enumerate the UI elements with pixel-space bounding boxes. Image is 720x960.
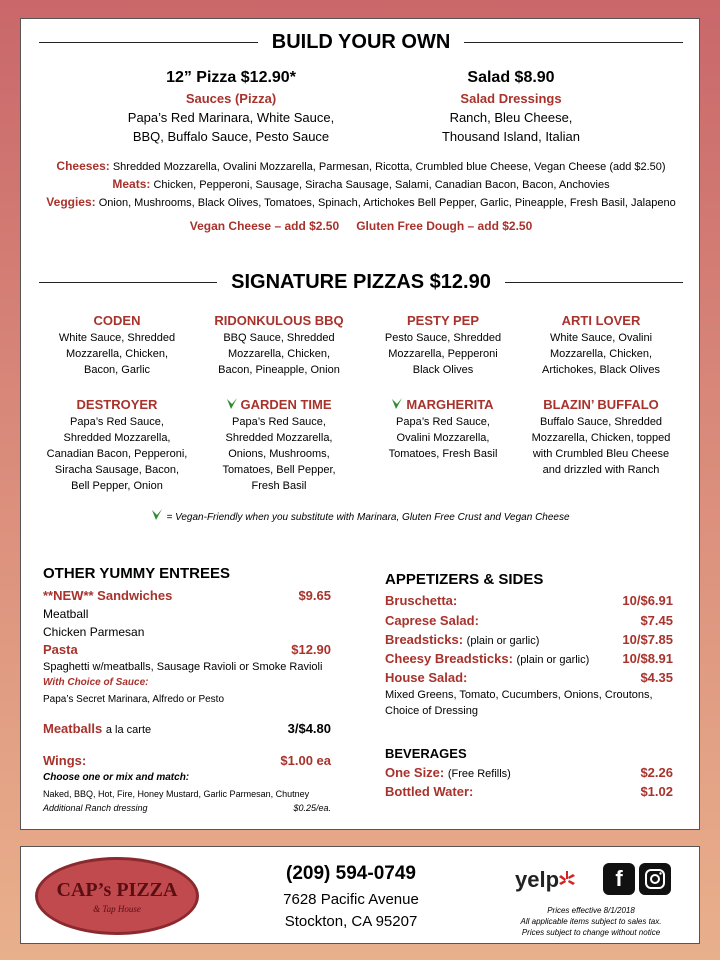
- salad-column: [381, 69, 641, 146]
- addons-line: [21, 219, 701, 233]
- pizza-description: Papa’s Red Sauce, Shredded Mozzarella, Canadian Bacon, Pepperoni, Siracha Sausage, Bacon, Bell Pepper, Onion: [46, 416, 188, 492]
- wings-row: [43, 753, 331, 768]
- sales-tax-note: All applicable items subject to sales tax.: [520, 917, 662, 926]
- wings-name: Wings:: [43, 753, 87, 768]
- meats-label: Meats:: [112, 177, 151, 191]
- veggies-label: Veggies:: [46, 195, 96, 209]
- appetizer-row: [385, 593, 673, 608]
- pasta-name: Pasta: [43, 642, 78, 657]
- city-address: Stockton, CA 95207: [284, 913, 418, 930]
- beverage-row: [385, 784, 673, 799]
- appetizer-name: Caprese Salad:: [385, 613, 479, 628]
- meats-list: Chicken, Pepperoni, Sausage, Siracha Sausage, Salami, Canadian Bacon, Bacon, Anchovies: [153, 179, 610, 191]
- appetizer-row: [385, 632, 673, 647]
- logo-line-2: & Tap House: [93, 903, 141, 914]
- appetizer-row: [385, 651, 673, 666]
- pasta-price: $12.90: [291, 642, 331, 657]
- pizza-heading: 12” Pizza $12.90*: [166, 69, 296, 86]
- pizza-card: [199, 313, 359, 378]
- house-salad-desc-1: Mixed Greens, Tomato, Cucumbers, Onions, Croutons,: [385, 689, 653, 701]
- sandwich-meatball: Meatball: [43, 607, 89, 621]
- pizza-name: CODEN: [93, 313, 141, 328]
- beverage-row: [385, 765, 673, 780]
- pizza-description: White Sauce, Ovalini Mozzarella, Chicken, Artichokes, Black Olives: [542, 332, 660, 376]
- price-change-note: Prices subject to change without notice: [521, 928, 661, 937]
- pizza-description: White Sauce, Shredded Mozzarella, Chicken, Bacon, Garlic: [58, 332, 176, 376]
- beverage-name: One Size:: [385, 765, 445, 780]
- dressings-label: Salad Dressings: [460, 91, 562, 106]
- sauce-choice-list: Papa’s Secret Marinara, Alfredo or Pesto: [43, 694, 225, 705]
- appetizer-row: [385, 670, 673, 685]
- appetizers-title: APPETIZERS & SIDES: [385, 571, 544, 588]
- dressings-line-1: Ranch, Bleu Cheese,: [449, 110, 573, 125]
- pizza-description: BBQ Sauce, Shredded Mozzarella, Chicken, Bacon, Pineapple, Onion: [218, 332, 340, 376]
- meatballs-note: a la carte: [105, 724, 152, 736]
- appetizer-row: [385, 613, 673, 628]
- appetizer-name: Cheesy Breadsticks:: [385, 651, 513, 666]
- sauce-choice-label: With Choice of Sauce:: [43, 677, 149, 688]
- pizza-name: DESTROYER: [76, 397, 158, 412]
- pizza-name: RIDONKULOUS BBQ: [214, 313, 344, 328]
- pizza-name-row: [363, 397, 523, 412]
- pizza-card: [37, 313, 197, 378]
- appetizer-price: $7.45: [640, 613, 673, 628]
- meatballs-name: Meatballs a la carte: [43, 721, 152, 736]
- ranch-price: $0.25/ea.: [293, 803, 331, 813]
- pizza-description: Papa’s Red Sauce, Shredded Mozzarella, Onions, Mushrooms, Tomatoes, Bell Pepper, Fresh Basil: [222, 416, 336, 492]
- appetizer-price: 10/$7.85: [622, 632, 673, 647]
- addon-gluten-free: Gluten Free Dough – add $2.50: [356, 219, 533, 233]
- veggies-list: Onion, Mushrooms, Black Olives, Tomatoes, Spinach, Artichokes Bell Pepper, Garlic, Pineapple, Fresh Basil, Jalapeno: [98, 197, 676, 209]
- menu-panel: [20, 18, 700, 830]
- sauces-line-1: Papa’s Red Marinara, White Sauce,: [127, 110, 335, 125]
- wings-flavors: Naked, BBQ, Hot, Fire, Honey Mustard, Garlic Parmesan, Chutney: [43, 789, 310, 799]
- meats-line: [21, 177, 701, 191]
- pizza-description: Pesto Sauce, Shredded Mozzarella, Pepperoni Black Olives: [384, 332, 502, 376]
- footer-panel: [20, 846, 700, 944]
- beverage-name: Bottled Water:: [385, 784, 474, 799]
- addon-vegan-cheese: Vegan Cheese – add $2.50: [189, 219, 340, 233]
- pizza-name: BLAZIN’ BUFFALO: [543, 397, 659, 412]
- pizza-card: [37, 397, 197, 494]
- pizza-name: MARGHERITA: [406, 397, 494, 412]
- build-your-own-title: BUILD YOUR OWN: [271, 30, 451, 53]
- yelp-text: yelp: [515, 867, 560, 892]
- beverage-price: $1.02: [640, 784, 673, 799]
- pizza-name-row: [199, 397, 359, 412]
- appetizer-note: (plain or garlic): [516, 654, 590, 666]
- sandwich-chicken-parmesan: Chicken Parmesan: [43, 625, 145, 639]
- cheeses-label: Cheeses:: [56, 159, 110, 173]
- yelp-burst-icon: [559, 871, 575, 889]
- appetizer-price: $4.35: [640, 670, 673, 685]
- prices-effective-note: Prices effective 8/1/2018: [547, 906, 635, 915]
- yelp-logo[interactable]: [515, 867, 575, 893]
- beverage-note: (Free Refills): [447, 768, 511, 780]
- phone-number[interactable]: (209) 594-0749: [286, 863, 416, 884]
- beverage-price: $2.26: [640, 765, 673, 780]
- pizza-card: [521, 313, 681, 378]
- cheeses-list: Shredded Mozzarella, Ovalini Mozzarella, Parmesan, Ricotta, Crumbled blue Cheese, Vegan Cheese (add $2.50): [112, 161, 666, 173]
- signature-header: [21, 267, 701, 297]
- veggies-line: [21, 195, 701, 209]
- appetizer-name: Breadsticks:: [385, 632, 464, 647]
- pizza-column: [101, 69, 361, 146]
- pasta-description: Spaghetti w/meatballs, Sausage Ravioli or Smoke Ravioli: [43, 661, 323, 673]
- vegan-note-text: = Vegan-Friendly when you substitute with Marinara, Gluten Free Crust and Vegan Cheese: [166, 512, 570, 523]
- pizza-name: PESTY PEP: [406, 313, 479, 328]
- pizza-card: [363, 313, 523, 378]
- salad-heading: Salad $8.90: [467, 69, 555, 86]
- logo-line-1: CAP’s PIZZA: [56, 878, 178, 901]
- dressings-line-2: Thousand Island, Italian: [441, 129, 581, 144]
- ranch-label: Additional Ranch dressing: [43, 803, 148, 813]
- wings-price: $1.00 ea: [280, 753, 331, 768]
- appetizer-note: (plain or garlic): [466, 635, 540, 647]
- vegan-leaf-icon: [392, 398, 402, 410]
- street-address: 7628 Pacific Avenue: [283, 891, 419, 908]
- entrees-title: OTHER YUMMY ENTREES: [43, 565, 230, 582]
- meatballs-price: 3/$4.80: [287, 721, 331, 736]
- signature-title: SIGNATURE PIZZAS $12.90: [231, 270, 491, 293]
- pizza-card: [363, 397, 523, 462]
- pasta-row: [43, 642, 331, 657]
- wings-choose: Choose one or mix and match:: [43, 772, 190, 783]
- pizza-description: Papa’s Red Sauce, Ovalini Mozzarella, Tomatoes, Fresh Basil: [388, 416, 498, 460]
- pizza-card: [521, 397, 681, 478]
- vegan-note: [21, 509, 701, 523]
- pizza-description: Buffalo Sauce, Shredded Mozzarella, Chicken, topped with Crumbled Bleu Cheese and drizzled with Ranch: [531, 416, 671, 476]
- meatballs-row: [43, 721, 331, 736]
- sauces-label: Sauces (Pizza): [185, 91, 277, 106]
- house-salad-desc-2: Choice of Dressing: [385, 705, 478, 717]
- appetizer-name: Bruschetta:: [385, 593, 458, 608]
- pizza-card: [199, 397, 359, 494]
- sandwiches-price: $9.65: [298, 588, 331, 603]
- appetizer-price: 10/$6.91: [622, 593, 673, 608]
- appetizer-price: 10/$8.91: [622, 651, 673, 666]
- instagram-icon[interactable]: [639, 863, 671, 895]
- beverages-title: BEVERAGES: [385, 746, 467, 761]
- vegan-leaf-icon: [152, 509, 162, 521]
- sauces-line-2: BBQ, Buffalo Sauce, Pesto Sauce: [132, 129, 330, 144]
- pizza-name: GARDEN TIME: [240, 397, 332, 412]
- pizza-name: ARTI LOVER: [561, 313, 641, 328]
- restaurant-logo: [35, 857, 199, 935]
- build-your-own-header: [21, 27, 701, 57]
- vegan-leaf-icon: [227, 398, 237, 410]
- sandwiches-name: **NEW** Sandwiches: [43, 588, 173, 603]
- facebook-icon[interactable]: f: [603, 863, 635, 895]
- sandwiches-row: [43, 588, 331, 603]
- cheeses-line: [21, 159, 701, 173]
- ranch-row: [43, 803, 331, 813]
- appetizer-name: House Salad:: [385, 670, 468, 685]
